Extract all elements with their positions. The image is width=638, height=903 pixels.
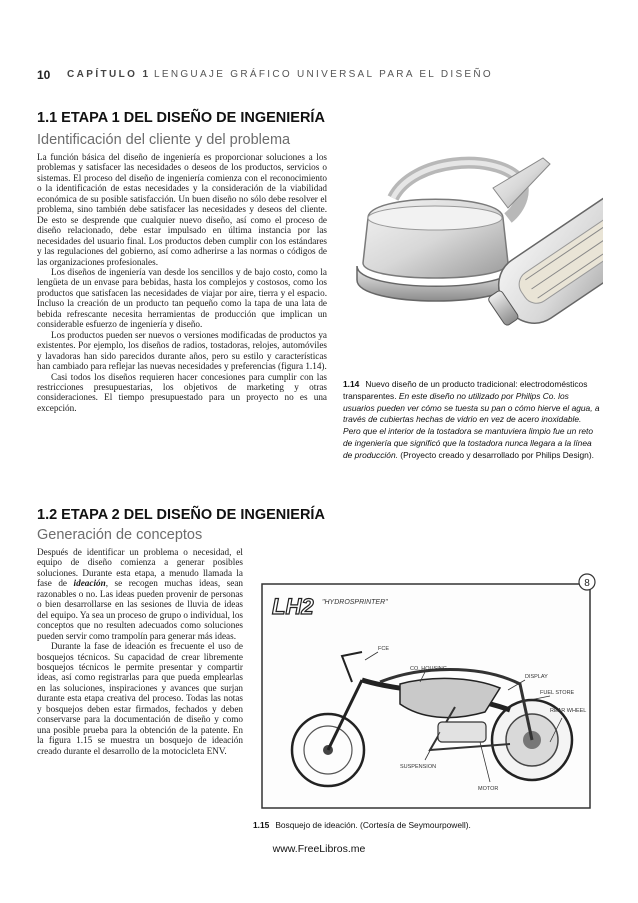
annotation-label: DISPLAY (525, 674, 548, 680)
annotation-label: MOTOR (478, 786, 499, 792)
section-1-2-body (37, 547, 243, 756)
caption-italic-text: En este diseño no utilizado por Philips Co. los usuarios pueden ver cómo se tuesta su pan o cómo hierve el agua, a través de cubiertas hechas de vidrio en vez de acero inoxidable. Pero que el interior de la tostadora se mantuviera limpio fue un reto de ingeniería que significó que la tostadora nunca llegara a la línea de producción. (343, 390, 600, 460)
section-subheading-1-1: Identificación del cliente y del problema (37, 132, 291, 148)
annotation-label: REAR WHEEL (550, 708, 587, 714)
annotation-label: CO. HOUSING (410, 666, 447, 672)
running-title: LENGUAJE GRÁFICO UNIVERSAL PARA EL DISEÑO (154, 69, 493, 80)
figure-number: 1.15 (253, 820, 270, 830)
section-1-1-body (37, 152, 327, 413)
figure-1-15-image (250, 572, 602, 815)
paragraph: Los productos pueden ser nuevos o versiones modificadas de productos ya existentes. Por ejemplo, los diseños de radios, tostadoras, relojes, automóviles y lavadoras han sido parecidos durante años, pero su estilo y características han cambiado para reflejar las nuevas necesidades y preferencias (figura 1.14). (37, 329, 327, 372)
transparent-appliances-illustration (343, 148, 603, 370)
caption-text: Bosquejo de ideación. (Cortesía de Seymourpowell). (275, 820, 471, 830)
sketch-title: LH2 (272, 594, 314, 619)
caption-credit: (Proyecto creado y desarrollado por Philips Design). (400, 449, 594, 460)
section-heading-1-2: 1.2 ETAPA 2 DEL DISEÑO DE INGENIERÍA (37, 507, 325, 523)
sketch-subtitle: "HYDROSPRINTER" (322, 599, 388, 606)
figure-1-15-caption (253, 820, 603, 832)
paragraph: Después de identificar un problema o necesidad, el equipo de diseño comienza a generar posibles soluciones. Durante esta etapa, a menudo llamada la fase de ideación, se recogen muchas ideas, sean razonables o no. Las ideas pueden provenir de personas o bien desarrollarse en las sesiones de lluvia de ideas del equipo. Ya sea un proceso de grupo o individual, los conceptos que no resulten adecuados como soluciones pueden servir como trampolín para generar más ideas. (37, 547, 243, 641)
key-term: ideación (73, 578, 106, 589)
paragraph: Los diseños de ingeniería van desde los sencillos y de bajo costo, como la lengüeta de un envase para bebidas, hasta los complejos y costosos, como los productos que satisfacen las necesidades de viajar por aire, tierra y el espacio. Incluso la creación de un producto tan pequeño como la tapa de una lata de bebida refrescante necesita herramientas de producción que implican un considerable esfuerzo de ingeniería y diseño. (37, 266, 327, 330)
annotation-label: SUSPENSION (400, 764, 437, 770)
annotation-label: FCE (378, 646, 389, 652)
motorcycle-sketch (250, 572, 602, 815)
figure-1-14-image (343, 148, 603, 370)
paragraph: Durante la fase de ideación es frecuente el uso de bosquejos técnicos. Su capacidad de crear libremente bosquejos técnicos le permite presentar y compartir ideas, así como registrarlas para que pueda emplearlas en las soluciones, inspiraciones y avances que surjan durante esta etapa creativa del proceso. Todas las notas y bosquejos deben estar firmados, fechados y deben conservarse para la documentación de diseño y como una posible prueba para la obtención de la patente. En la figura 1.15 se muestra un bosquejo de ideación creado durante el desarrollo de la motocicleta ENV. (37, 641, 243, 756)
paragraph: La función básica del diseño de ingeniería es proporcionar soluciones a los problemas y satisfacer las necesidades o deseos de los productos, servicios o sistemas. El proceso del diseño de ingeniería comienza con el reconocimiento o la identificación de estas necesidades y la consideración de la viabilidad económica de su posible satisfacción. Un buen diseño no sólo debe resolver el problema, sino también debe satisfacer las necesidades y deseos del cliente. De esto se desprende que cualquier nuevo diseño, así como el proceso de diseño relacionado, debe estar impulsado en última instancia por las necesidades del usuario final. Los productos deben cumplir con los estándares y las regulaciones del gobierno, así como adherirse a las normas o códigos de las organizaciones profesionales. (37, 152, 327, 267)
chapter-label: CAPÍTULO 1 (67, 69, 151, 80)
annotation-label: FUEL STORE (540, 690, 575, 696)
sketch-page-number: 8 (584, 578, 590, 589)
paragraph: Casi todos los diseños requieren hacer concesiones para cumplir con las restricciones presupuestarias, los objetivos de marketing y otras consideraciones. El tiempo presupuestado para un proyecto no es una excepción. (37, 371, 327, 413)
footer-watermark: www.FreeLibros.me (272, 843, 366, 855)
section-heading-1-1: 1.1 ETAPA 1 DEL DISEÑO DE INGENIERÍA (37, 110, 325, 126)
page-number: 10 (37, 68, 51, 82)
figure-number: 1.14 (343, 379, 360, 389)
section-subheading-1-2: Generación de conceptos (37, 527, 203, 543)
figure-1-14-caption (343, 379, 601, 462)
caption-text: Nuevo diseño de un producto tradicional: electrodomésticos transparentes. (343, 379, 588, 401)
